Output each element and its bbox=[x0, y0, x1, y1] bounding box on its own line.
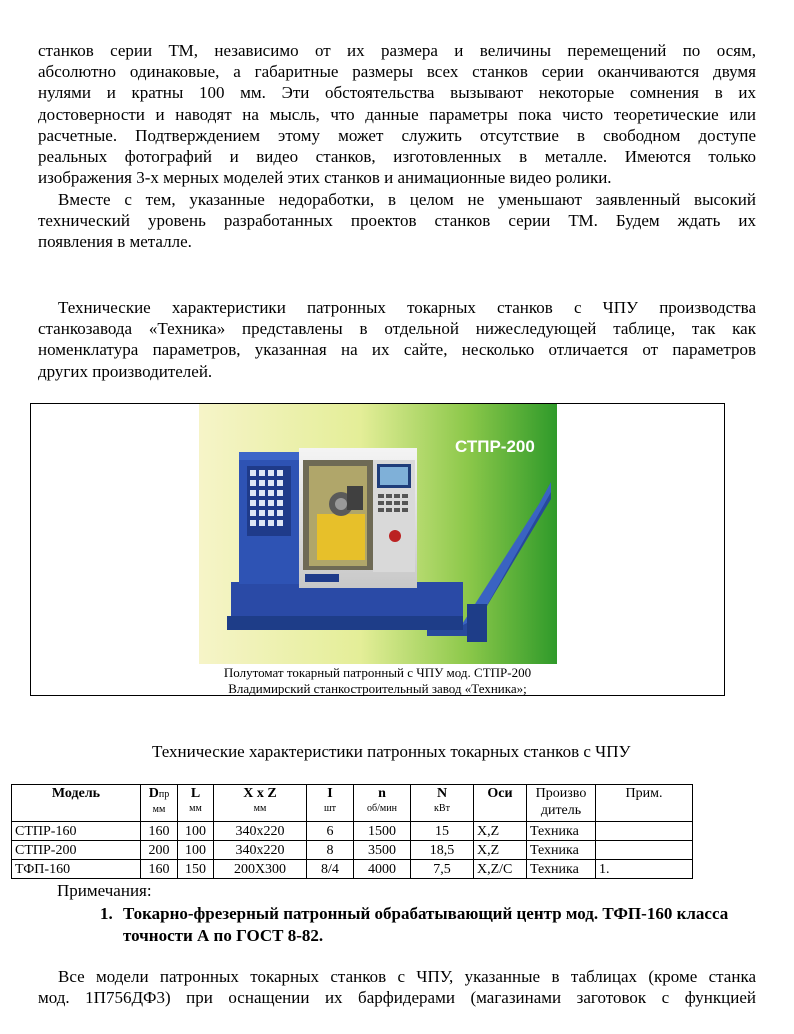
col-power: N кВт bbox=[411, 785, 474, 822]
paragraph-continuation bbox=[38, 40, 756, 188]
text-line: нулями и кратны 100 мм. Эти обстоятельства вызывают некоторые сомнения в их bbox=[38, 83, 756, 103]
text-line: Вместе с тем, указанные недоработки, в целом не уменьшают заявленный высокий bbox=[58, 190, 756, 209]
col-length: L мм bbox=[178, 785, 214, 822]
col-travel: X x Z мм bbox=[214, 785, 307, 822]
col-axes: Оси bbox=[474, 785, 527, 822]
paragraph-barfeeders bbox=[38, 966, 756, 1008]
text-line: Технические характеристики патронных токарных станков с ЧПУ производства bbox=[58, 298, 756, 317]
text-line: изображения 3-х мерных моделей этих станков и анимационные видео ролики. bbox=[38, 168, 612, 188]
model-label: СТПР-200 bbox=[455, 437, 535, 456]
col-notes: Прим. bbox=[596, 785, 693, 822]
figure-caption: Полутомат токарный патронный с ЧПУ мод. СТПР-200 bbox=[223, 665, 532, 680]
paragraph-intro bbox=[38, 297, 756, 382]
text-line: станков серии ТМ, независимо от их размера и величины перемещений по осям, bbox=[38, 41, 756, 60]
text-line: реальных фотографий и видео станков, изготовленных в металле. Имеются только bbox=[38, 147, 756, 167]
table-row: СТПР-200 200 100 340х220 8 3500 18,5 X,Z Техника bbox=[12, 841, 693, 860]
text-line: станкозавода «Техника» представлены в отдельной нижеследующей таблице, так как bbox=[38, 319, 756, 339]
text-line: других производителей. bbox=[38, 361, 213, 381]
text-line: появления в металле. bbox=[38, 232, 192, 252]
figure-caption: Владимирский станкостроительный завод «Техника»; bbox=[228, 681, 527, 696]
table-header-row bbox=[12, 785, 693, 822]
notes-heading: Примечания: bbox=[57, 881, 152, 900]
col-model: Модель bbox=[12, 785, 141, 822]
machine-photo bbox=[199, 404, 557, 664]
text-line: абсолютно одинаковые, а габаритные размеры всех станков серии оканчиваются двумя bbox=[38, 62, 756, 82]
note-number: 1. bbox=[100, 904, 113, 923]
paragraph-conclusion bbox=[38, 189, 756, 253]
machine-figure bbox=[30, 403, 725, 696]
text-line: расчетные. Подтверждением этому может служить отсутствие в свободном доступе bbox=[38, 125, 756, 145]
text-line: мод. 1П756ДФ3) при оснащении их барфидерами (магазинами заготовок с функцией bbox=[38, 988, 756, 1008]
note-text: Токарно-фрезерный патронный обрабатывающий центр мод. ТФП-160 класса точности А по ГОСТ 8-82. bbox=[123, 904, 729, 945]
table-title: Технические характеристики патронных токарных станков с ЧПУ bbox=[152, 742, 631, 761]
table-row: СТПР-160 160 100 340х220 6 1500 15 X,Z Техника bbox=[12, 822, 693, 841]
text-line: Все модели патронных токарных станков с ЧПУ, указанные в таблицах (кроме станка bbox=[58, 967, 756, 986]
col-diameter: Dпр мм bbox=[141, 785, 178, 822]
col-manufacturer: Произво дитель bbox=[527, 785, 596, 822]
col-tools: I шт bbox=[307, 785, 354, 822]
text-line: номенклатура параметров, указанная на их сайте, несколько отличается от параметров bbox=[38, 340, 756, 360]
note-item bbox=[100, 903, 760, 947]
specs-table bbox=[11, 784, 693, 879]
table-row: ТФП-160 160 150 200Х300 8/4 4000 7,5 X,Z/C Техника 1. bbox=[12, 860, 693, 879]
text-line: технический уровень разработанных проектов станков серии ТМ. Будем ждать их bbox=[38, 211, 756, 231]
col-speed: n об/мин bbox=[354, 785, 411, 822]
text-line: достоверности и наводят на мысль, что данные параметры пока чисто теоретические или bbox=[38, 104, 756, 124]
